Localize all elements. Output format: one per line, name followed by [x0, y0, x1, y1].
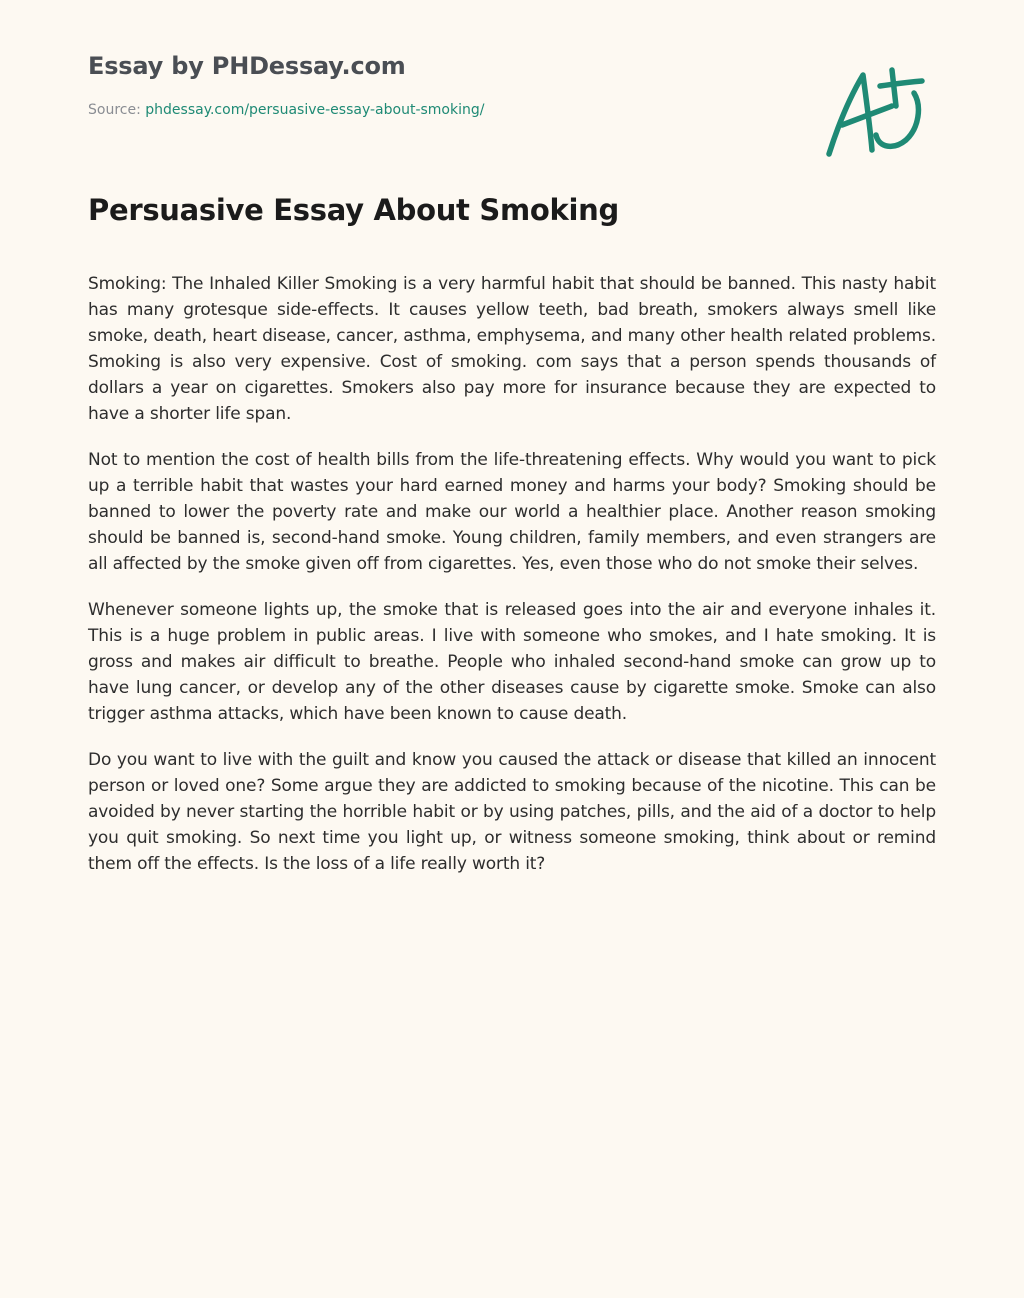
source-line: [88, 101, 484, 119]
source-label: Source:: [88, 102, 141, 118]
essay-paragraph: Smoking: The Inhaled Killer Smoking is a very harmful habit that should be banned. This nasty habit has many grotesque side-effects. It causes yellow teeth, bad breath, smokers always smell like smoke, death, heart disease, cancer, asthma, emphysema, and many other health related problems. Smoking is also very expensive. Cost of smoking. com says that a person spends thousands of dollars a year on cigarettes. Smokers also pay more for insurance because they are expected to have a shorter life span.: [88, 274, 936, 424]
essay-paragraph: Whenever someone lights up, the smoke that is released goes into the air and everyone inhales it. This is a huge problem in public areas. I live with someone who smokes, and I hate smoking. It is gross and makes air difficult to breathe. People who inhaled second-hand smoke can grow up to have lung cancer, or develop any of the other diseases cause by cigarette smoke. Smoke can also trigger asthma attacks, which have been known to cause death.: [88, 600, 936, 724]
essay-title: Persuasive Essay About Smoking: [88, 193, 619, 227]
site-title: Essay by PHDessay.com: [88, 52, 406, 80]
a-plus-grade-icon: [818, 62, 930, 162]
source-link[interactable]: phdessay.com/persuasive-essay-about-smoking/: [145, 102, 485, 118]
essay-paragraph: Not to mention the cost of health bills from the life-threatening effects. Why would you want to pick up a terrible habit that wastes your hard earned money and harms your body? Smoking should be banned to lower the poverty rate and make our world a healthier place. Another reason smoking should be banned is, second-hand smoke. Young children, family members, and even strangers are all affected by the smoke given off from cigarettes. Yes, even those who do not smoke their selves.: [88, 450, 936, 574]
essay-body: [88, 271, 936, 897]
essay-paragraph: Do you want to live with the guilt and know you caused the attack or disease that killed an innocent person or loved one? Some argue they are addicted to smoking because of the nicotine. This can be avoided by never starting the horrible habit or by using patches, pills, and the aid of a doctor to help you quit smoking. So next time you light up, or witness someone smoking, think about or remind them off the effects. Is the loss of a life really worth it?: [88, 750, 936, 874]
